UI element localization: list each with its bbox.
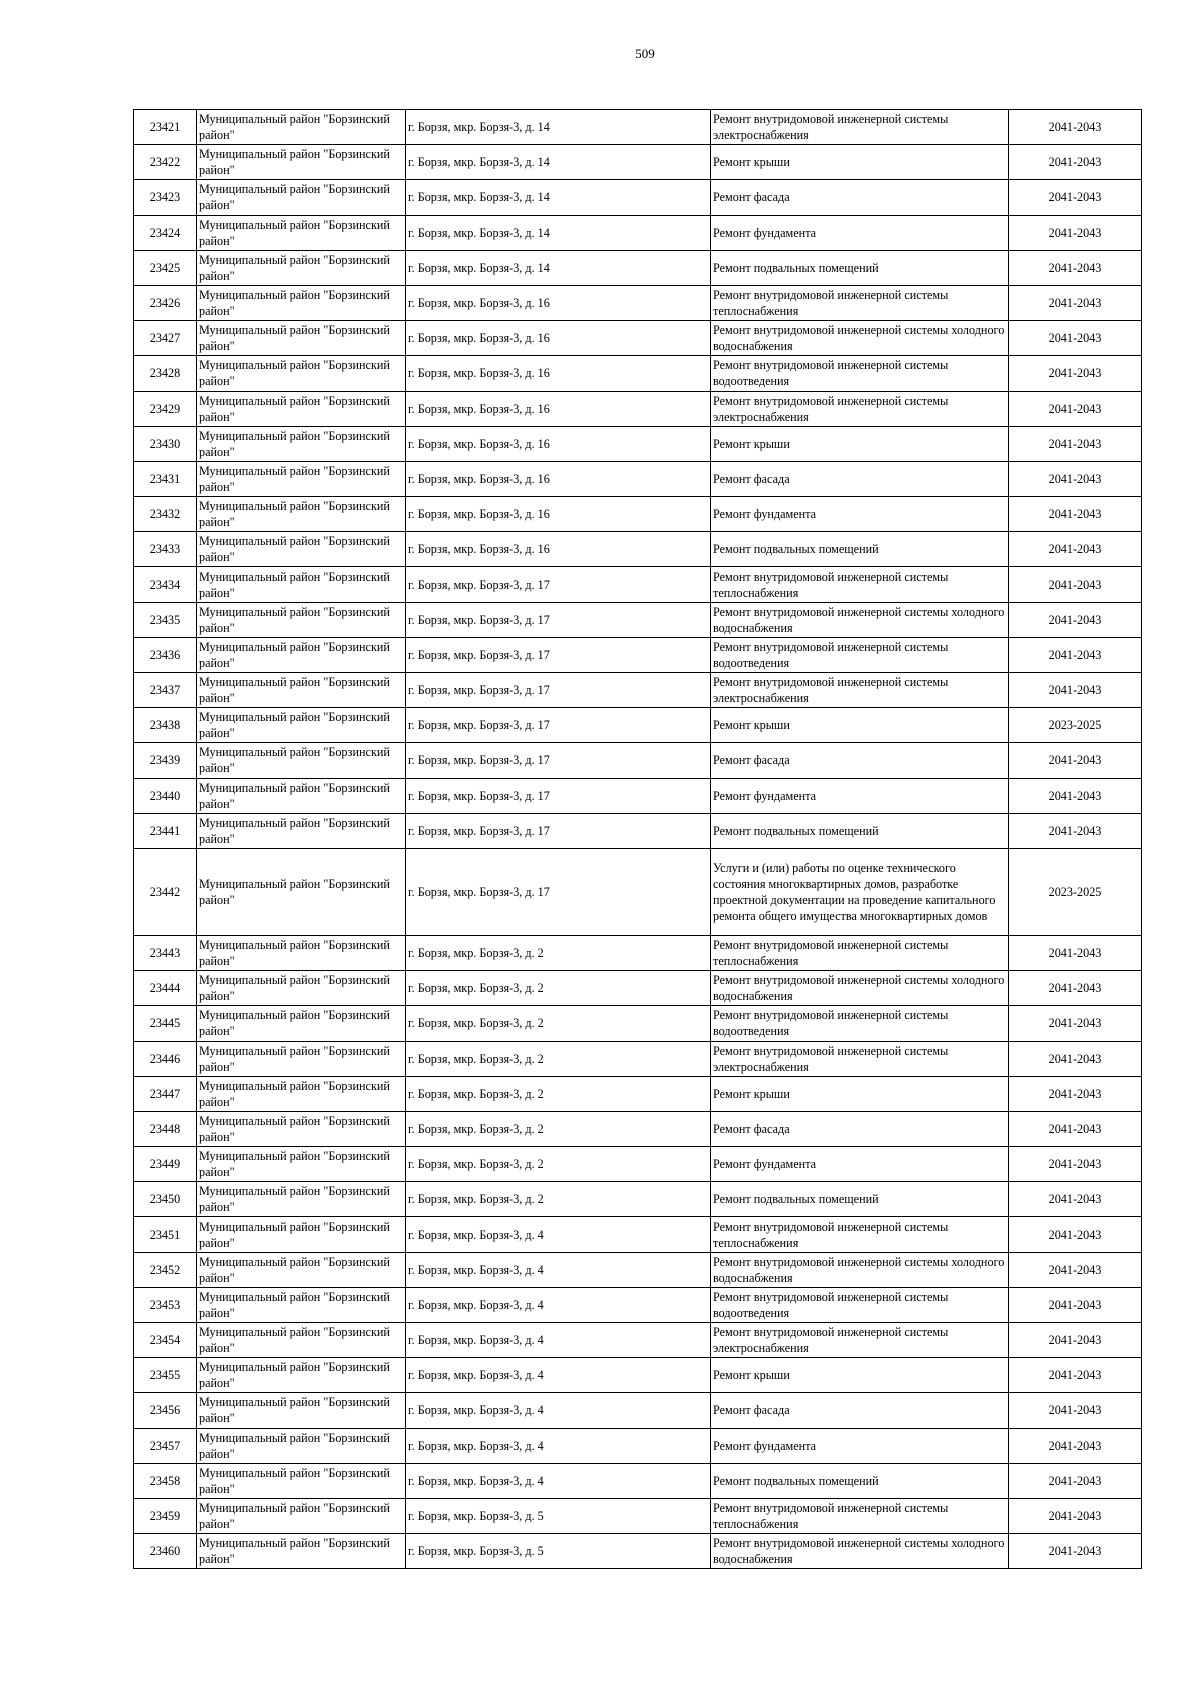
table-row: [134, 935, 1142, 970]
cell-period: 2041-2043: [1009, 1006, 1142, 1041]
cell-record-number: 23447: [134, 1076, 197, 1111]
cell-work-type: Ремонт фундамента: [711, 1147, 1009, 1182]
table-row: [134, 567, 1142, 602]
cell-work-type: Ремонт внутридомовой инженерной системы холодного водоснабжения: [711, 971, 1009, 1006]
cell-work-type: Ремонт фасада: [711, 743, 1009, 778]
cell-address: г. Борзя, мкр. Борзя-3, д. 2: [406, 971, 711, 1006]
cell-address: г. Борзя, мкр. Борзя-3, д. 17: [406, 673, 711, 708]
cell-record-number: 23437: [134, 673, 197, 708]
cell-period: 2041-2043: [1009, 285, 1142, 320]
table-row: [134, 971, 1142, 1006]
cell-work-type: Ремонт внутридомовой инженерной системы теплоснабжения: [711, 1217, 1009, 1252]
cell-period: 2041-2043: [1009, 250, 1142, 285]
cell-period: 2041-2043: [1009, 391, 1142, 426]
cell-work-type: Ремонт внутридомовой инженерной системы теплоснабжения: [711, 567, 1009, 602]
table-row: [134, 743, 1142, 778]
cell-municipality: Муниципальный район "Борзинский район": [197, 110, 406, 145]
table-row: [134, 321, 1142, 356]
cell-period: 2041-2043: [1009, 1498, 1142, 1533]
table-body: [134, 110, 1142, 1569]
cell-municipality: Муниципальный район "Борзинский район": [197, 1358, 406, 1393]
cell-work-type: Ремонт внутридомовой инженерной системы электроснабжения: [711, 1323, 1009, 1358]
table-row: [134, 1006, 1142, 1041]
table-row: [134, 1534, 1142, 1569]
cell-period: 2041-2043: [1009, 532, 1142, 567]
table-row: [134, 1393, 1142, 1428]
cell-period: 2041-2043: [1009, 497, 1142, 532]
cell-municipality: Муниципальный район "Борзинский район": [197, 813, 406, 848]
cell-municipality: Муниципальный район "Борзинский район": [197, 935, 406, 970]
table-row: [134, 708, 1142, 743]
cell-municipality: Муниципальный район "Борзинский район": [197, 426, 406, 461]
cell-address: г. Борзя, мкр. Борзя-3, д. 16: [406, 532, 711, 567]
cell-work-type: Ремонт фасада: [711, 180, 1009, 215]
cell-period: 2041-2043: [1009, 461, 1142, 496]
cell-municipality: Муниципальный район "Борзинский район": [197, 1217, 406, 1252]
cell-period: 2041-2043: [1009, 673, 1142, 708]
cell-period: 2041-2043: [1009, 743, 1142, 778]
cell-municipality: Муниципальный район "Борзинский район": [197, 673, 406, 708]
cell-address: г. Борзя, мкр. Борзя-3, д. 17: [406, 567, 711, 602]
cell-record-number: 23421: [134, 110, 197, 145]
cell-municipality: Муниципальный район "Борзинский район": [197, 602, 406, 637]
table-row: [134, 426, 1142, 461]
cell-work-type: Ремонт подвальных помещений: [711, 1182, 1009, 1217]
cell-period: 2041-2043: [1009, 1323, 1142, 1358]
cell-record-number: 23443: [134, 935, 197, 970]
cell-work-type: Ремонт фасада: [711, 461, 1009, 496]
cell-work-type: Ремонт фасада: [711, 1111, 1009, 1146]
cell-record-number: 23441: [134, 813, 197, 848]
cell-address: г. Борзя, мкр. Борзя-3, д. 2: [406, 1076, 711, 1111]
cell-municipality: Муниципальный район "Борзинский район": [197, 743, 406, 778]
cell-work-type: Ремонт внутридомовой инженерной системы водоотведения: [711, 637, 1009, 672]
cell-period: 2041-2043: [1009, 110, 1142, 145]
cell-address: г. Борзя, мкр. Борзя-3, д. 16: [406, 497, 711, 532]
cell-work-type: Ремонт внутридомовой инженерной системы теплоснабжения: [711, 285, 1009, 320]
cell-period: 2023-2025: [1009, 848, 1142, 935]
table-row: [134, 1463, 1142, 1498]
cell-municipality: Муниципальный район "Борзинский район": [197, 567, 406, 602]
cell-address: г. Борзя, мкр. Борзя-3, д. 5: [406, 1498, 711, 1533]
cell-municipality: Муниципальный район "Борзинский район": [197, 1252, 406, 1287]
cell-record-number: 23451: [134, 1217, 197, 1252]
cell-address: г. Борзя, мкр. Борзя-3, д. 14: [406, 180, 711, 215]
cell-work-type: Ремонт внутридомовой инженерной системы электроснабжения: [711, 1041, 1009, 1076]
cell-work-type: Ремонт внутридомовой инженерной системы электроснабжения: [711, 110, 1009, 145]
cell-record-number: 23427: [134, 321, 197, 356]
cell-record-number: 23429: [134, 391, 197, 426]
cell-work-type: Ремонт крыши: [711, 1076, 1009, 1111]
table-row: [134, 637, 1142, 672]
cell-address: г. Борзя, мкр. Борзя-3, д. 4: [406, 1252, 711, 1287]
cell-period: 2041-2043: [1009, 215, 1142, 250]
table-row: [134, 1498, 1142, 1533]
cell-record-number: 23423: [134, 180, 197, 215]
table-row: [134, 1111, 1142, 1146]
cell-period: 2041-2043: [1009, 1287, 1142, 1322]
cell-municipality: Муниципальный район "Борзинский район": [197, 1428, 406, 1463]
cell-record-number: 23440: [134, 778, 197, 813]
cell-record-number: 23435: [134, 602, 197, 637]
cell-period: 2041-2043: [1009, 1076, 1142, 1111]
cell-address: г. Борзя, мкр. Борзя-3, д. 17: [406, 743, 711, 778]
table-row: [134, 1147, 1142, 1182]
table-row: [134, 461, 1142, 496]
cell-municipality: Муниципальный район "Борзинский район": [197, 461, 406, 496]
cell-address: г. Борзя, мкр. Борзя-3, д. 17: [406, 778, 711, 813]
table-row: [134, 1358, 1142, 1393]
cell-work-type: Услуги и (или) работы по оценке технического состояния многоквартирных домов, разработке проектной документации на проведение капитального ремонта общего имущества многоквартирных домов: [711, 848, 1009, 935]
cell-work-type: Ремонт внутридомовой инженерной системы электроснабжения: [711, 673, 1009, 708]
cell-work-type: Ремонт внутридомовой инженерной системы водоотведения: [711, 356, 1009, 391]
cell-record-number: 23459: [134, 1498, 197, 1533]
cell-period: 2041-2043: [1009, 1111, 1142, 1146]
cell-work-type: Ремонт фундамента: [711, 215, 1009, 250]
cell-period: 2023-2025: [1009, 708, 1142, 743]
cell-municipality: Муниципальный район "Борзинский район": [197, 1182, 406, 1217]
cell-record-number: 23425: [134, 250, 197, 285]
table-row: [134, 180, 1142, 215]
cell-record-number: 23455: [134, 1358, 197, 1393]
cell-address: г. Борзя, мкр. Борзя-3, д. 2: [406, 1147, 711, 1182]
table-row: [134, 848, 1142, 935]
table-row: [134, 1217, 1142, 1252]
cell-work-type: Ремонт внутридомовой инженерной системы водоотведения: [711, 1006, 1009, 1041]
table-row: [134, 532, 1142, 567]
cell-work-type: Ремонт внутридомовой инженерной системы теплоснабжения: [711, 935, 1009, 970]
cell-address: г. Борзя, мкр. Борзя-3, д. 2: [406, 1111, 711, 1146]
table-row: [134, 110, 1142, 145]
cell-period: 2041-2043: [1009, 778, 1142, 813]
table-row: [134, 391, 1142, 426]
cell-municipality: Муниципальный район "Борзинский район": [197, 285, 406, 320]
cell-work-type: Ремонт крыши: [711, 426, 1009, 461]
cell-period: 2041-2043: [1009, 1217, 1142, 1252]
cell-period: 2041-2043: [1009, 637, 1142, 672]
cell-address: г. Борзя, мкр. Борзя-3, д. 17: [406, 813, 711, 848]
cell-address: г. Борзя, мкр. Борзя-3, д. 2: [406, 1041, 711, 1076]
cell-address: г. Борзя, мкр. Борзя-3, д. 14: [406, 215, 711, 250]
cell-work-type: Ремонт подвальных помещений: [711, 532, 1009, 567]
cell-period: 2041-2043: [1009, 356, 1142, 391]
cell-period: 2041-2043: [1009, 145, 1142, 180]
cell-period: 2041-2043: [1009, 935, 1142, 970]
cell-address: г. Борзя, мкр. Борзя-3, д. 17: [406, 637, 711, 672]
cell-work-type: Ремонт внутридомовой инженерной системы электроснабжения: [711, 391, 1009, 426]
page-number: 509: [635, 46, 655, 61]
cell-period: 2041-2043: [1009, 321, 1142, 356]
cell-address: г. Борзя, мкр. Борзя-3, д. 14: [406, 110, 711, 145]
cell-municipality: Муниципальный район "Борзинский район": [197, 848, 406, 935]
cell-address: г. Борзя, мкр. Борзя-3, д. 2: [406, 935, 711, 970]
cell-record-number: 23450: [134, 1182, 197, 1217]
cell-municipality: Муниципальный район "Борзинский район": [197, 145, 406, 180]
table-row: [134, 250, 1142, 285]
cell-record-number: 23460: [134, 1534, 197, 1569]
table-row: [134, 145, 1142, 180]
cell-record-number: 23430: [134, 426, 197, 461]
cell-work-type: Ремонт внутридомовой инженерной системы холодного водоснабжения: [711, 1252, 1009, 1287]
cell-record-number: 23422: [134, 145, 197, 180]
cell-record-number: 23434: [134, 567, 197, 602]
table-row: [134, 813, 1142, 848]
cell-work-type: Ремонт подвальных помещений: [711, 250, 1009, 285]
cell-work-type: Ремонт внутридомовой инженерной системы теплоснабжения: [711, 1498, 1009, 1533]
cell-work-type: Ремонт внутридомовой инженерной системы холодного водоснабжения: [711, 1534, 1009, 1569]
table-row: [134, 1287, 1142, 1322]
cell-address: г. Борзя, мкр. Борзя-3, д. 16: [406, 426, 711, 461]
cell-address: г. Борзя, мкр. Борзя-3, д. 4: [406, 1358, 711, 1393]
table-row: [134, 1323, 1142, 1358]
cell-address: г. Борзя, мкр. Борзя-3, д. 4: [406, 1463, 711, 1498]
cell-period: 2041-2043: [1009, 1534, 1142, 1569]
cell-period: 2041-2043: [1009, 180, 1142, 215]
cell-record-number: 23428: [134, 356, 197, 391]
cell-municipality: Муниципальный район "Борзинский район": [197, 1287, 406, 1322]
cell-record-number: 23426: [134, 285, 197, 320]
cell-period: 2041-2043: [1009, 1393, 1142, 1428]
cell-municipality: Муниципальный район "Борзинский район": [197, 391, 406, 426]
cell-address: г. Борзя, мкр. Борзя-3, д. 14: [406, 145, 711, 180]
cell-record-number: 23433: [134, 532, 197, 567]
cell-municipality: Муниципальный район "Борзинский район": [197, 215, 406, 250]
table-row: [134, 1252, 1142, 1287]
cell-period: 2041-2043: [1009, 602, 1142, 637]
cell-municipality: Муниципальный район "Борзинский район": [197, 971, 406, 1006]
cell-address: г. Борзя, мкр. Борзя-3, д. 4: [406, 1393, 711, 1428]
cell-municipality: Муниципальный район "Борзинский район": [197, 250, 406, 285]
cell-address: г. Борзя, мкр. Борзя-3, д. 16: [406, 391, 711, 426]
cell-municipality: Муниципальный район "Борзинский район": [197, 1393, 406, 1428]
cell-record-number: 23446: [134, 1041, 197, 1076]
cell-record-number: 23432: [134, 497, 197, 532]
table-row: [134, 1182, 1142, 1217]
cell-period: 2041-2043: [1009, 1358, 1142, 1393]
cell-record-number: 23448: [134, 1111, 197, 1146]
cell-period: 2041-2043: [1009, 567, 1142, 602]
cell-record-number: 23444: [134, 971, 197, 1006]
cell-address: г. Борзя, мкр. Борзя-3, д. 4: [406, 1323, 711, 1358]
table-row: [134, 215, 1142, 250]
cell-municipality: Муниципальный район "Борзинский район": [197, 1111, 406, 1146]
cell-municipality: Муниципальный район "Борзинский район": [197, 708, 406, 743]
cell-address: г. Борзя, мкр. Борзя-3, д. 5: [406, 1534, 711, 1569]
cell-record-number: 23439: [134, 743, 197, 778]
table-row: [134, 1076, 1142, 1111]
table-row: [134, 1428, 1142, 1463]
cell-work-type: Ремонт крыши: [711, 708, 1009, 743]
cell-municipality: Муниципальный район "Борзинский район": [197, 1463, 406, 1498]
cell-record-number: 23436: [134, 637, 197, 672]
cell-period: 2041-2043: [1009, 813, 1142, 848]
table-row: [134, 602, 1142, 637]
cell-record-number: 23445: [134, 1006, 197, 1041]
cell-period: 2041-2043: [1009, 1252, 1142, 1287]
cell-record-number: 23442: [134, 848, 197, 935]
cell-address: г. Борзя, мкр. Борзя-3, д. 4: [406, 1428, 711, 1463]
cell-work-type: Ремонт подвальных помещений: [711, 813, 1009, 848]
cell-municipality: Муниципальный район "Борзинский район": [197, 356, 406, 391]
cell-work-type: Ремонт фундамента: [711, 778, 1009, 813]
table-row: [134, 1041, 1142, 1076]
cell-address: г. Борзя, мкр. Борзя-3, д. 16: [406, 461, 711, 496]
cell-period: 2041-2043: [1009, 426, 1142, 461]
cell-address: г. Борзя, мкр. Борзя-3, д. 17: [406, 708, 711, 743]
cell-period: 2041-2043: [1009, 971, 1142, 1006]
cell-municipality: Муниципальный район "Борзинский район": [197, 321, 406, 356]
cell-address: г. Борзя, мкр. Борзя-3, д. 16: [406, 356, 711, 391]
cell-record-number: 23449: [134, 1147, 197, 1182]
cell-address: г. Борзя, мкр. Борзя-3, д. 4: [406, 1287, 711, 1322]
cell-address: г. Борзя, мкр. Борзя-3, д. 16: [406, 285, 711, 320]
cell-municipality: Муниципальный район "Борзинский район": [197, 1076, 406, 1111]
cell-municipality: Муниципальный район "Борзинский район": [197, 1006, 406, 1041]
cell-municipality: Муниципальный район "Борзинский район": [197, 637, 406, 672]
cell-period: 2041-2043: [1009, 1428, 1142, 1463]
cell-work-type: Ремонт внутридомовой инженерной системы холодного водоснабжения: [711, 602, 1009, 637]
cell-work-type: Ремонт фундамента: [711, 1428, 1009, 1463]
cell-address: г. Борзя, мкр. Борзя-3, д. 17: [406, 848, 711, 935]
cell-record-number: 23424: [134, 215, 197, 250]
table-row: [134, 673, 1142, 708]
cell-municipality: Муниципальный район "Борзинский район": [197, 180, 406, 215]
cell-period: 2041-2043: [1009, 1463, 1142, 1498]
cell-address: г. Борзя, мкр. Борзя-3, д. 17: [406, 602, 711, 637]
table-row: [134, 285, 1142, 320]
cell-record-number: 23454: [134, 1323, 197, 1358]
cell-period: 2041-2043: [1009, 1147, 1142, 1182]
cell-record-number: 23453: [134, 1287, 197, 1322]
cell-work-type: Ремонт подвальных помещений: [711, 1463, 1009, 1498]
cell-record-number: 23458: [134, 1463, 197, 1498]
cell-address: г. Борзя, мкр. Борзя-3, д. 2: [406, 1006, 711, 1041]
cell-municipality: Муниципальный район "Борзинский район": [197, 497, 406, 532]
cell-address: г. Борзя, мкр. Борзя-3, д. 16: [406, 321, 711, 356]
cell-work-type: Ремонт внутридомовой инженерной системы холодного водоснабжения: [711, 321, 1009, 356]
cell-record-number: 23457: [134, 1428, 197, 1463]
cell-address: г. Борзя, мкр. Борзя-3, д. 4: [406, 1217, 711, 1252]
cell-work-type: Ремонт внутридомовой инженерной системы водоотведения: [711, 1287, 1009, 1322]
table-row: [134, 778, 1142, 813]
cell-municipality: Муниципальный район "Борзинский район": [197, 1534, 406, 1569]
cell-record-number: 23438: [134, 708, 197, 743]
cell-municipality: Муниципальный район "Борзинский район": [197, 1323, 406, 1358]
cell-work-type: Ремонт фундамента: [711, 497, 1009, 532]
cell-record-number: 23452: [134, 1252, 197, 1287]
cell-record-number: 23431: [134, 461, 197, 496]
cell-municipality: Муниципальный район "Борзинский район": [197, 1147, 406, 1182]
cell-period: 2041-2043: [1009, 1041, 1142, 1076]
cell-record-number: 23456: [134, 1393, 197, 1428]
cell-municipality: Муниципальный район "Борзинский район": [197, 532, 406, 567]
cell-municipality: Муниципальный район "Борзинский район": [197, 778, 406, 813]
table-row: [134, 356, 1142, 391]
cell-address: г. Борзя, мкр. Борзя-3, д. 14: [406, 250, 711, 285]
cell-municipality: Муниципальный район "Борзинский район": [197, 1041, 406, 1076]
cell-work-type: Ремонт крыши: [711, 145, 1009, 180]
cell-work-type: Ремонт фасада: [711, 1393, 1009, 1428]
repair-schedule-table: [133, 109, 1142, 1569]
table-row: [134, 497, 1142, 532]
cell-address: г. Борзя, мкр. Борзя-3, д. 2: [406, 1182, 711, 1217]
cell-period: 2041-2043: [1009, 1182, 1142, 1217]
cell-work-type: Ремонт крыши: [711, 1358, 1009, 1393]
cell-municipality: Муниципальный район "Борзинский район": [197, 1498, 406, 1533]
